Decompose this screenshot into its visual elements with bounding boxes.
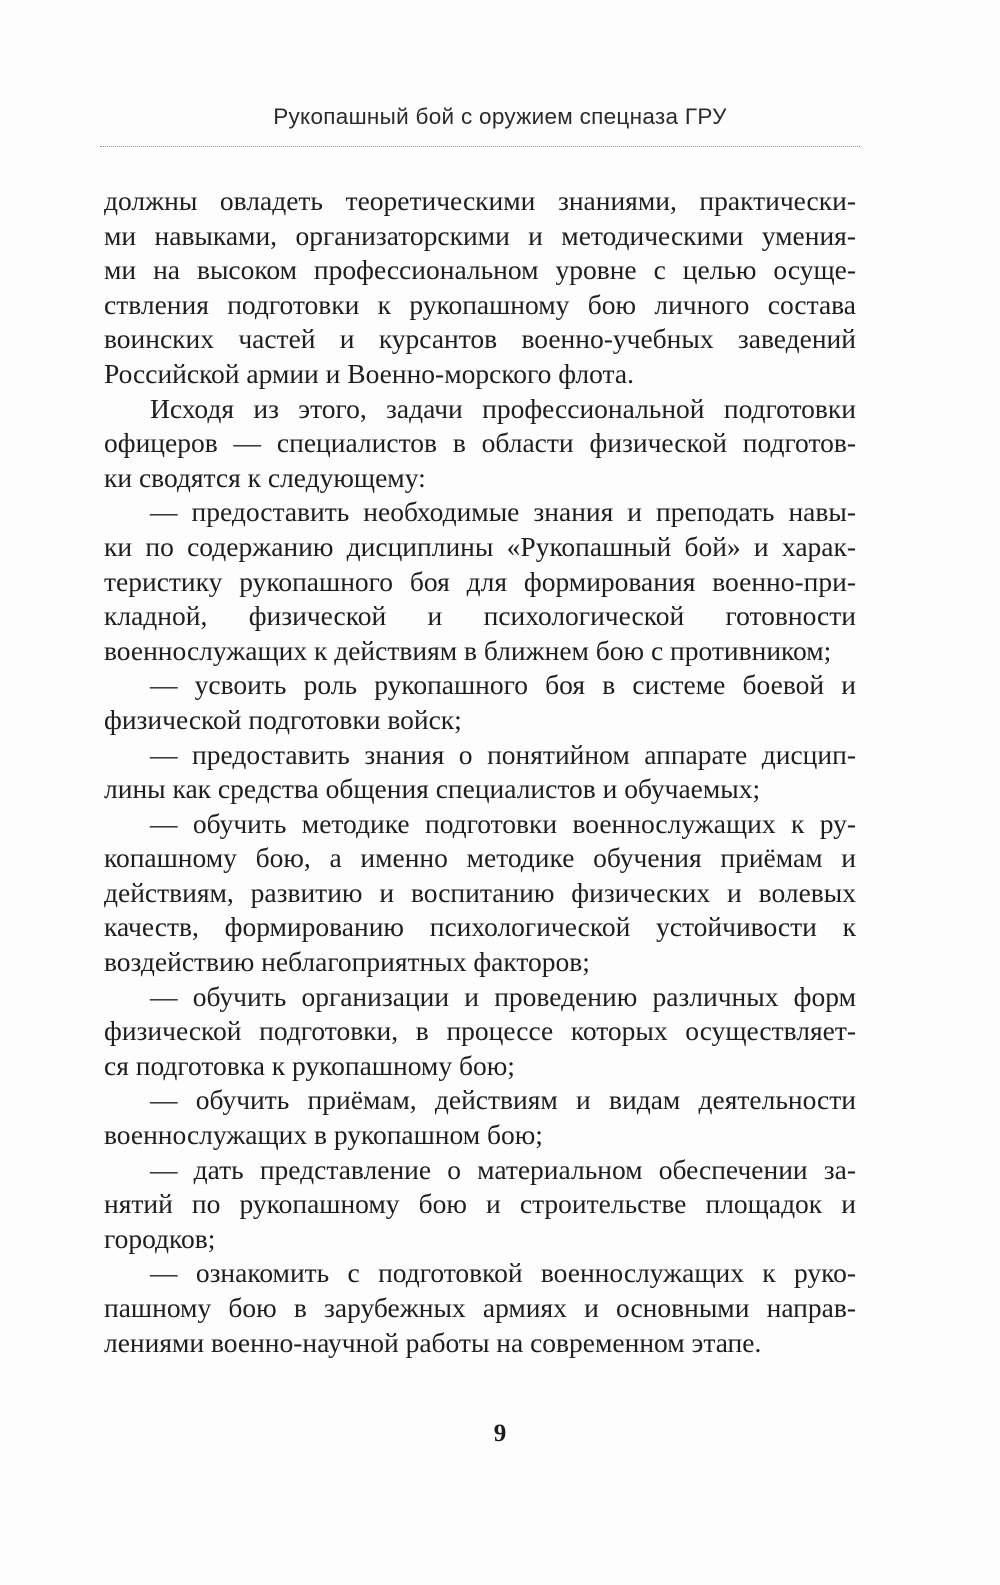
text-line: ствления подготовки к рукопашному бою личного состава [104, 288, 856, 320]
text-line: ки сводятся к следующему: [104, 461, 426, 493]
text-line: воинских частей и курсантов военно-учебных заведений [104, 323, 856, 355]
text-line: действиям, развитию и воспитанию физических и волевых [104, 876, 856, 908]
text-line: — дать представление о материальном обеспечении за- [150, 1153, 856, 1185]
text-line: — предоставить знания о понятийном аппарате дисцип- [150, 738, 856, 770]
text-line: физической подготовки войск; [104, 703, 462, 735]
body-text [104, 184, 856, 1360]
text-line: офицеров — специалистов в области физической подготов- [104, 427, 856, 459]
text-line: физической подготовки, в процессе которых осуществляет- [104, 1015, 856, 1047]
text-line: ми на высоком профессиональном уровне с целью осуще- [104, 254, 856, 286]
text-line: — усвоить роль рукопашного боя в системе боевой и [150, 669, 856, 701]
text-line: — обучить методике подготовки военнослужащих к ру- [150, 807, 856, 839]
header-divider [100, 146, 860, 147]
text-line: — предоставить необходимые знания и преподать навы- [150, 496, 856, 528]
text-line: — ознакомить с подготовкой военнослужащих к руко- [150, 1257, 856, 1289]
text-line: военнослужащих к действиям в ближнем бою с противником; [104, 634, 832, 666]
text-line: — обучить организации и проведению различных форм [150, 980, 856, 1012]
text-line: копашному бою, а именно методике обучения приёмам и [104, 842, 856, 874]
text-line: лениями военно-научной работы на современном этапе. [104, 1326, 762, 1358]
text-line: ми навыками, организаторскими и методическими умения- [104, 219, 856, 251]
text-line: качеств, формированию психологической устойчивости к [104, 911, 856, 943]
text-line: лины как средства общения специалистов и обучаемых; [104, 773, 761, 805]
text-line: городков; [104, 1222, 216, 1254]
text-line: — обучить приёмам, действиям и видам деятельности [150, 1084, 856, 1116]
text-line: теристику рукопашного боя для формирования военно-при- [104, 565, 856, 597]
text-line: Российской армии и Военно-морского флота. [104, 357, 634, 389]
text-line: воздействию неблагоприятных факторов; [104, 946, 590, 978]
text-line: ся подготовка к рукопашному бою; [104, 1049, 515, 1081]
text-line: должны овладеть теоретическими знаниями, практически- [104, 185, 856, 216]
text-line: кладной, физической и психологической готовности [104, 600, 856, 632]
text-line: Исходя из этого, задачи профессиональной подготовки [150, 392, 856, 424]
running-head-title: Рукопашный бой с оружием спецназа ГРУ [273, 104, 727, 129]
page-number: 9 [493, 1420, 507, 1447]
text-line: нятий по рукопашному бою и строительстве площадок и [104, 1188, 856, 1220]
text-line: военнослужащих в рукопашном бою; [104, 1119, 543, 1151]
text-line: пашному бою в зарубежных армиях и основными направ- [104, 1292, 856, 1323]
text-line: ки по содержанию дисциплины «Рукопашный бой» и харак- [104, 530, 856, 562]
